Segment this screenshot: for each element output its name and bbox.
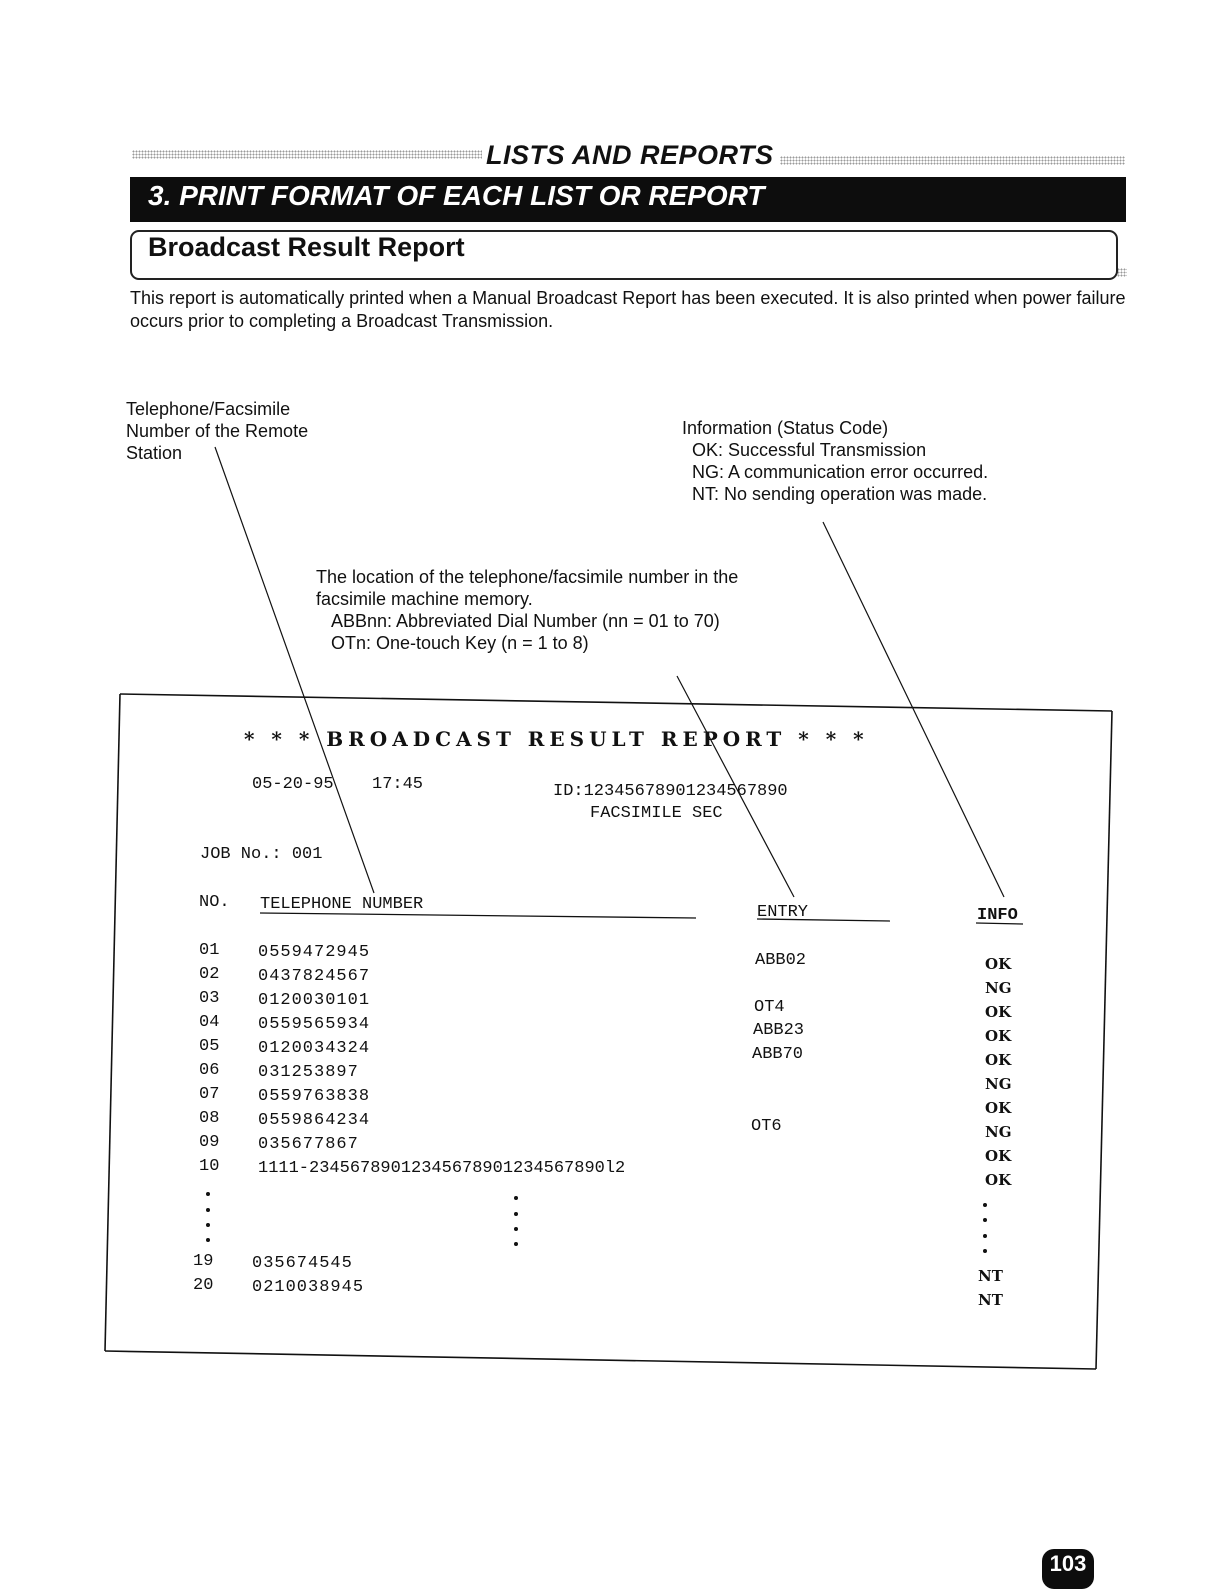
tail-telephone-column — [252, 1252, 364, 1300]
row-telephone: 031253897 — [258, 1063, 359, 1082]
report-time: 17:45 — [372, 775, 424, 794]
row-no: 03 — [199, 989, 220, 1008]
ellipsis-dot — [983, 1203, 987, 1207]
entry-ot6: OT6 — [751, 1117, 782, 1136]
row-telephone: 0559565934 — [258, 1015, 371, 1034]
row-telephone: 0559472945 — [258, 943, 371, 962]
ellipsis-dot — [514, 1212, 518, 1216]
telephone-column — [258, 941, 625, 1181]
ellipsis-dot — [514, 1227, 518, 1231]
callout-line: The location of the telephone/facsimile number in the — [316, 567, 739, 587]
header-no: NO. — [199, 893, 230, 912]
row-no: 01 — [199, 941, 220, 960]
row-no: 07 — [199, 1085, 220, 1104]
callout-line: Number of the Remote — [126, 421, 309, 441]
row-info: OK — [985, 1171, 1012, 1189]
report-date: 05-20-95 — [252, 775, 334, 794]
row-telephone: 0120030101 — [258, 991, 371, 1010]
row-no: 05 — [199, 1037, 220, 1056]
row-telephone: 0437824567 — [258, 967, 371, 986]
no-column — [199, 939, 219, 1179]
row-no: 02 — [199, 965, 220, 984]
info-column — [985, 952, 1012, 1192]
entry-abb70: ABB70 — [752, 1045, 804, 1064]
leader-line-telephone — [215, 447, 374, 893]
leader-line-info — [823, 522, 1004, 897]
row-info: OK — [985, 955, 1012, 973]
ellipsis-dot — [983, 1249, 987, 1253]
section-kicker: LISTS AND REPORTS — [486, 140, 774, 170]
header-telephone: TELEPHONE NUMBER — [260, 895, 424, 914]
entry-abb02: ABB02 — [755, 951, 807, 970]
callout-info-nt: NT: No sending operation was made. — [692, 484, 988, 504]
row-info: OK — [985, 1099, 1012, 1117]
callout-info-ng: NG: A communication error occurred. — [692, 462, 989, 482]
report-id: ID:12345678901234567890 — [553, 782, 788, 801]
row-no: 19 — [193, 1252, 214, 1271]
row-no: 08 — [199, 1109, 220, 1128]
ellipsis-dot — [983, 1218, 987, 1222]
ellipsis-dot — [206, 1208, 210, 1212]
ellipsis-dot — [514, 1196, 518, 1200]
row-telephone: 0559864234 — [258, 1111, 371, 1130]
row-info: OK — [985, 1003, 1012, 1021]
tail-info-column — [978, 1264, 1003, 1312]
row-no: 04 — [199, 1013, 220, 1032]
callout-line: facsimile machine memory. — [316, 589, 533, 609]
ellipsis-dot — [206, 1238, 210, 1242]
page-title: Broadcast Result Report — [148, 232, 465, 262]
ellipsis-dot — [206, 1192, 210, 1196]
leader-lines — [215, 447, 1004, 897]
callout-info-title: Information (Status Code) — [682, 418, 889, 438]
report-job-number: JOB No.: 001 — [200, 845, 323, 864]
ellipsis-dot — [983, 1234, 987, 1238]
entry-abb23: ABB23 — [753, 1021, 805, 1040]
chapter-title: 3. PRINT FORMAT OF EACH LIST OR REPORT — [148, 180, 765, 211]
page-number: 103 — [1042, 1549, 1094, 1589]
entry-ot4: OT4 — [754, 998, 785, 1017]
row-no: 06 — [199, 1061, 220, 1080]
intro-paragraph: This report is automatically printed when a Manual Broadcast Report has been executed. It is also printed when power failure occurs prior to completing a Broadcast Transmission. — [130, 288, 1126, 331]
header-entry: ENTRY — [757, 903, 809, 922]
row-info: NT — [978, 1291, 1003, 1309]
row-telephone: 035674545 — [252, 1254, 353, 1273]
row-no: 20 — [193, 1276, 214, 1295]
row-telephone: 1111-23456789012345678901234567890l2 — [258, 1159, 626, 1178]
report-box-top — [120, 694, 1112, 711]
ellipsis-dot — [514, 1242, 518, 1246]
callout-line: Station — [126, 443, 183, 463]
report-box-right — [1096, 711, 1112, 1369]
report-box-left — [105, 694, 120, 1351]
row-info: NG — [985, 1123, 1012, 1141]
row-no: 09 — [199, 1133, 220, 1152]
row-telephone: 0559763838 — [258, 1087, 371, 1106]
header-underlines — [260, 913, 1023, 924]
report-box-bottom — [105, 1351, 1096, 1369]
row-telephone: 0210038945 — [252, 1278, 365, 1297]
tail-no-column — [193, 1250, 213, 1298]
ellipsis-dots — [206, 1192, 987, 1253]
row-info: OK — [985, 1147, 1012, 1165]
row-info: NG — [985, 1075, 1012, 1093]
report-title: * * * BROADCAST RESULT REPORT * * * — [244, 727, 869, 751]
row-info: OK — [985, 1027, 1012, 1045]
callout-item-ot: OTn: One-touch Key (n = 1 to 8) — [331, 633, 589, 653]
row-info: OK — [985, 1051, 1012, 1069]
callout-info-ok: OK: Successful Transmission — [692, 440, 927, 460]
row-info: NG — [985, 979, 1012, 997]
ellipsis-dot — [206, 1223, 210, 1227]
callout-line: Telephone/Facsimile — [126, 399, 291, 419]
report-facsimile: FACSIMILE SEC — [590, 804, 723, 823]
callout-item-abb: ABBnn: Abbreviated Dial Number (nn = 01 to 70) — [331, 611, 720, 631]
header-info: INFO — [977, 906, 1018, 925]
row-telephone: 035677867 — [258, 1135, 359, 1154]
row-info: NT — [978, 1267, 1003, 1285]
row-no: 10 — [199, 1157, 220, 1176]
row-telephone: 0120034324 — [258, 1039, 371, 1058]
